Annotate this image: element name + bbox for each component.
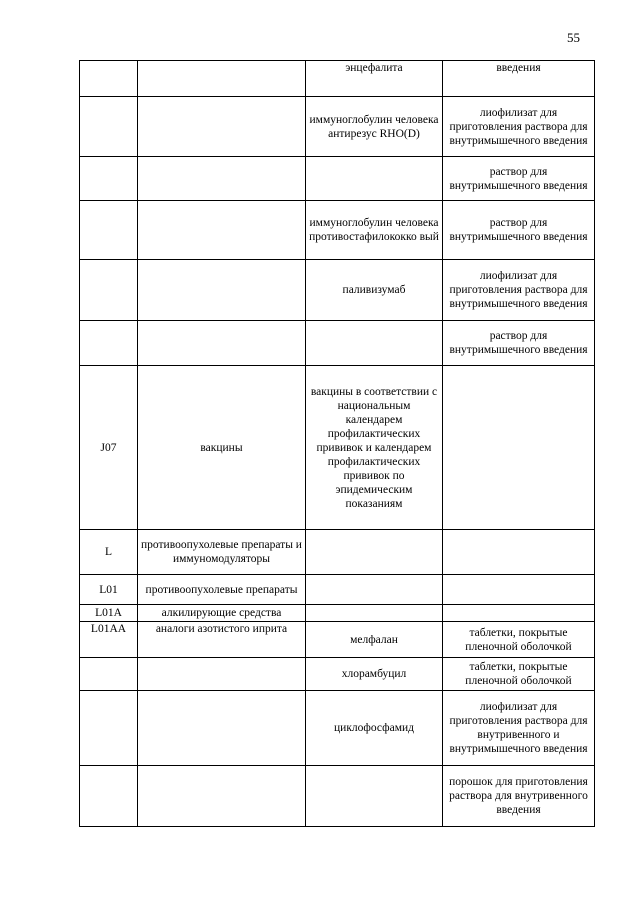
atc-group-cell — [138, 766, 306, 827]
drug-name-cell: циклофосфамид — [306, 691, 443, 766]
drug-name-cell — [306, 157, 443, 201]
atc-group-cell — [138, 97, 306, 157]
drug-name-cell: иммуноглобулин человека антирезус RHO(D) — [306, 97, 443, 157]
table-row — [80, 530, 595, 575]
table-row — [80, 691, 595, 766]
atc-group-cell: противоопухолевые препараты — [138, 575, 306, 605]
atc-group-cell — [138, 658, 306, 691]
table-row — [80, 201, 595, 260]
table-row — [80, 157, 595, 201]
atc-group-cell — [138, 157, 306, 201]
atc-code-cell: L — [80, 530, 138, 575]
atc-group-cell — [138, 321, 306, 366]
atc-code-cell: L01AA — [80, 622, 138, 658]
atc-code-cell: L01A — [80, 605, 138, 622]
atc-code-cell: L01 — [80, 575, 138, 605]
table-row — [80, 575, 595, 605]
drug-name-cell: энцефалита — [306, 61, 443, 97]
atc-code-cell: J07 — [80, 366, 138, 530]
dosage-form-cell: раствор для внутримышечного введения — [443, 157, 595, 201]
drug-name-cell — [306, 766, 443, 827]
drug-name-cell — [306, 321, 443, 366]
table-row — [80, 321, 595, 366]
atc-group-cell — [138, 691, 306, 766]
drug-table — [79, 60, 595, 827]
drug-name-cell: мелфалан — [306, 622, 443, 658]
table-row — [80, 766, 595, 827]
table-row — [80, 366, 595, 530]
dosage-form-cell — [443, 530, 595, 575]
atc-code-cell — [80, 766, 138, 827]
dosage-form-cell: порошок для приготовления раствора для внутривенного введения — [443, 766, 595, 827]
table-row — [80, 622, 595, 658]
atc-code-cell — [80, 321, 138, 366]
atc-group-cell: противоопухолевые препараты и иммуномодуляторы — [138, 530, 306, 575]
dosage-form-cell: раствор для внутримышечного введения — [443, 321, 595, 366]
drug-name-cell — [306, 530, 443, 575]
dosage-form-cell — [443, 366, 595, 530]
dosage-form-cell: лиофилизат для приготовления раствора для внутривенного и внутримышечного введения — [443, 691, 595, 766]
atc-code-cell — [80, 201, 138, 260]
atc-code-cell — [80, 61, 138, 97]
drug-name-cell — [306, 605, 443, 622]
drug-name-cell: иммуноглобулин человека противостафилококко вый — [306, 201, 443, 260]
atc-group-cell: вакцины — [138, 366, 306, 530]
atc-code-cell — [80, 260, 138, 321]
dosage-form-cell: лиофилизат для приготовления раствора для внутримышечного введения — [443, 260, 595, 321]
atc-code-cell — [80, 691, 138, 766]
dosage-form-cell: таблетки, покрытые пленочной оболочкой — [443, 658, 595, 691]
dosage-form-cell: таблетки, покрытые пленочной оболочкой — [443, 622, 595, 658]
atc-code-cell — [80, 157, 138, 201]
drug-name-cell — [306, 575, 443, 605]
table-row — [80, 260, 595, 321]
table-row — [80, 61, 595, 97]
atc-group-cell — [138, 260, 306, 321]
drug-name-cell: паливизумаб — [306, 260, 443, 321]
atc-group-cell — [138, 61, 306, 97]
atc-code-cell — [80, 658, 138, 691]
drug-name-cell: хлорамбуцил — [306, 658, 443, 691]
dosage-form-cell: лиофилизат для приготовления раствора для внутримышечного введения — [443, 97, 595, 157]
table-row — [80, 97, 595, 157]
dosage-form-cell — [443, 575, 595, 605]
atc-group-cell — [138, 201, 306, 260]
atc-group-cell: алкилирующие средства — [138, 605, 306, 622]
page-number: 55 — [567, 30, 580, 45]
table-row — [80, 658, 595, 691]
atc-group-cell: аналоги азотистого иприта — [138, 622, 306, 658]
dosage-form-cell: введения — [443, 61, 595, 97]
atc-code-cell — [80, 97, 138, 157]
table-row — [80, 605, 595, 622]
drug-name-cell: вакцины в соответствии с национальным календарем профилактических прививок и календарем профилактических прививок по эпидемическим показаниям — [306, 366, 443, 530]
dosage-form-cell — [443, 605, 595, 622]
dosage-form-cell: раствор для внутримышечного введения — [443, 201, 595, 260]
